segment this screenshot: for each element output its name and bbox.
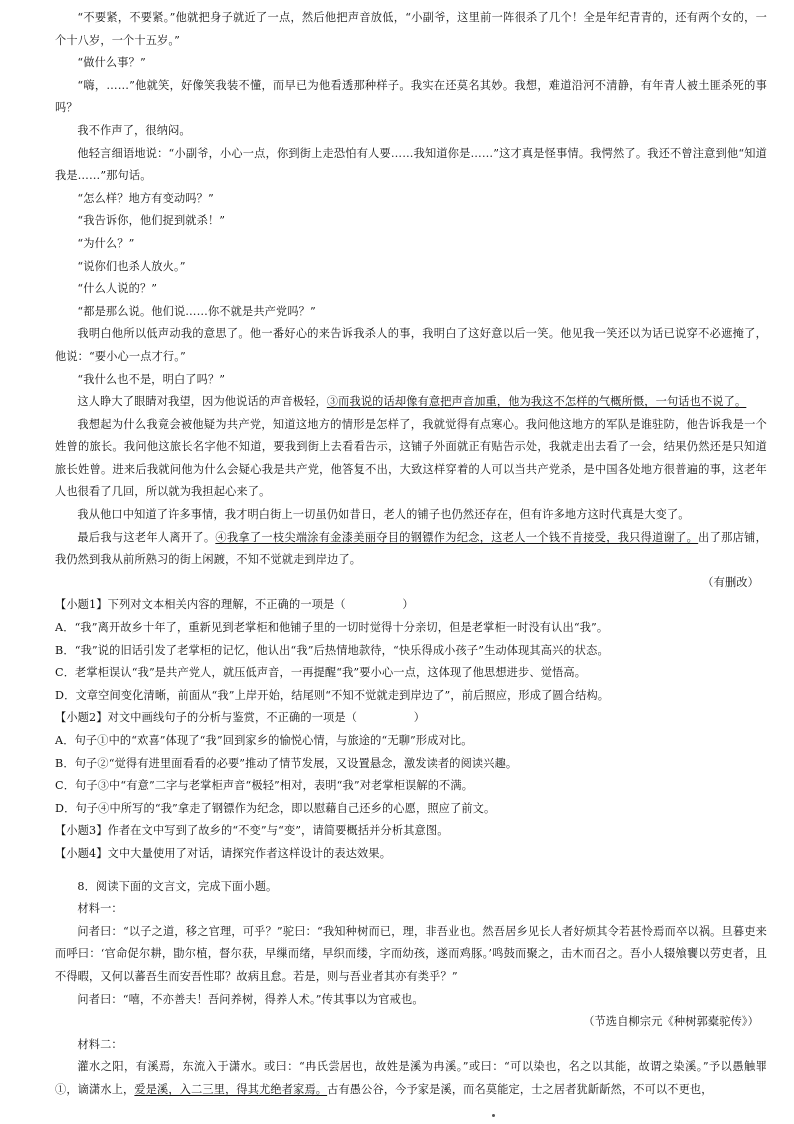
page-dot-mark (492, 1114, 495, 1117)
story-paragraph-underlined-4 (55, 527, 767, 572)
plain-text: 出了那店铺，我仍然到我从前所熟习的街上闲踱，不知不觉就走到岸边了。 (55, 530, 767, 567)
story-paragraph: “什么人说的？” (77, 282, 158, 296)
section-heading: 8．阅读下面的文言文，完成下面小题。 (77, 879, 278, 893)
plain-text: 最后我与这老年人离开了。 (77, 530, 216, 544)
question-title: 【小题2】对文中画线句子的分析与鉴赏，不正确的一项是（ ） (55, 711, 426, 725)
underlined-sentence: 爱是溪，入二三里，得其尤绝者家焉。 (134, 1082, 328, 1096)
question-option: A．“我”离开故乡十年了，重新见到老掌柜和他铺子里的一切时觉得十分亲切，但是老掌柜一时没有认出“我”。 (55, 621, 609, 635)
question-option: D．文章空间变化清晰，前面从“我”上岸开始，结尾则“不知不觉就走到岸边了”，前后照应，形成了圆合结构。 (55, 688, 610, 702)
story-paragraph: “做什么事？” (77, 56, 146, 70)
story-paragraph: 他轻言细语地说：“小副爷，小心一点，你到街上走恐怕有人要……我知道你是……”这才真是怪事情。我愕然了。我还不曾注意到他“知道我是……”那句话。 (55, 146, 767, 183)
question-option: B．句子②“觉得有进里面看看的必要”推动了情节发展，又设置悬念，激发读者的阅读兴趣。 (55, 756, 518, 770)
plain-text: 古有愚公谷，今予家是溪，而名莫能定，士之居者犹龂龂然，不可以不更也， (327, 1082, 713, 1096)
question-option: C．句子③中“有意”二字与老掌柜声音“极轻”相对，表明“我”对老掌柜误解的不满。 (55, 779, 474, 793)
story-paragraph: “说你们也杀人放火。” (77, 259, 186, 273)
question-option: C．老掌柜误认“我”是共产党人，就压低声音，一再提醒“我”要小心一点，这体现了他思想进步、觉悟高。 (55, 666, 587, 680)
plain-text: 这人睁大了眼睛对我望，因为他说话的声音极轻， (77, 395, 327, 409)
question-option: D．句子④中所写的“我”拿走了钢镖作为纪念，即以慰藉自己还乡的心愿，照应了前文。 (55, 801, 496, 815)
story-paragraph-underlined-3 (55, 391, 767, 414)
question-title: 【小题3】作者在文中写到了故乡的“不变”与“变”，请简要概括并分析其意图。 (55, 824, 449, 838)
story-paragraph: “嗨，……”他就笑，好像笑我装不懂，而早已为他看透那种样子。我实在还莫名其妙。我想，难道沿河不清静，有年青人被土匪杀死的事吗？ (55, 78, 767, 115)
underlined-sentence-3: ③而我说的话却像有意把声音加重，他为我这不怎样的气概所慑，一句话也不说了。 (326, 395, 747, 409)
story-paragraph: “我告诉你，他们捉到就杀！” (77, 214, 226, 228)
question-title: 【小题4】文中大量使用了对话，请探究作者这样设计的表达效果。 (55, 846, 392, 860)
story-paragraph: 我从他口中知道了许多事情，我才明白街上一切虽仍如昔日，老人的铺子也仍然还存在，但有许多地方这时代真是大变了。 (77, 508, 690, 522)
story-paragraph: “为什么？” (77, 236, 135, 250)
plain-text: 灌水之阳，有溪焉，东流入于潇水。或曰：“冉氏尝居也，故姓是溪为冉溪。”或曰：“可以染也，名之以其能，故谓之染溪。”予以愚触罪①，谪潇水上， (55, 1060, 767, 1096)
story-paragraph: “我什么也不是，明白了吗？” (77, 372, 226, 386)
story-paragraph: 我不作声了，很纳闷。 (77, 123, 191, 137)
story-paragraph: “怎么样？地方有变动吗？” (77, 191, 214, 205)
story-paragraph: “不要紧，不要紧。”他就把身子就近了一点，然后他把声音放低，“小副爷，这里前一阵很杀了几个！全是年纪青青的，还有两个女的，一个十八岁，一个十五岁。” (55, 11, 767, 47)
material-paragraph: 问者曰：“以子之道，移之官理，可乎？”驼曰：“我知种树而已，理，非吾业也。然吾居乡见长人者好烦其令若甚怜焉而卒以祸。旦暮吏来而呼曰：‘官命促尔耕，勖尔植，督尔获，早缫而绪，早织而缕，字而幼孩，遂而鸡豚。’鸣鼓而聚之，击木而召之。吾小人辍飧饔以劳吏者，且不得暇，又何以蕃吾生而安吾性耶？故病且怠。若是，则与吾业者其亦有类乎？” (55, 924, 767, 983)
story-paragraph: “都是那么说。他们说……你不就是共产党吗？” (77, 304, 316, 318)
story-paragraph: 我想起为什么我竟会被他疑为共产党，知道这地方的情形是怎样了，我就觉得有点寒心。我问他这地方的军队是谁驻防，他告诉我是一个姓曾的旅长。我问他这旅长名字他不知道，要我到街上去看看告示，这铺子外面就正有贴告示处，我就走出去看了一会，结果仍然还是只知道旅长姓曾。进来后我就问他为什么会疑心我是共产党，他答复不出，大致这样穿着的人可以当共产党杀，是中国各处地方很普遍的事，这老年人也很看了几回，所以就为我担起心来了。 (55, 417, 767, 499)
question-title: 【小题1】下列对文本相关内容的理解，不正确的一项是（ ） (55, 598, 414, 612)
material-label: 材料一： (77, 902, 123, 916)
question-option: B．“我”说的旧话引发了老掌柜的记忆，他认出“我”后热情地款待，“快乐得成小孩子”生动体现其高兴的状态。 (55, 643, 609, 657)
material-paragraph-underlined (55, 1056, 767, 1101)
material-paragraph: 问者曰：“嘻，不亦善夫！吾问养树，得养人术。”传其事以为官戒也。 (77, 992, 424, 1006)
material-source: （节选自柳宗元《种树郭橐驼传》） (583, 1015, 759, 1029)
story-paragraph: 我明白他所以低声动我的意思了。他一番好心的来告诉我杀人的事，我明白了这好意以后一笑。他见我一笑还以为话已说穿不必遮掩了，他说：“要小心一点才行。” (55, 327, 767, 363)
document-body (55, 7, 767, 1102)
question-option: A．句子①中的“欢喜”体现了“我”回到家乡的愉悦心情，与旅途的“无聊”形成对比。 (55, 734, 473, 747)
material-label: 材料二： (77, 1037, 123, 1051)
underlined-sentence-4: ④我拿了一枝尖端涂有金漆美丽夺目的钢镖作为纪念，这老人一个钱不肯接受，我只得道谢了。 (215, 530, 699, 544)
edit-note: （有删改） (702, 575, 759, 589)
